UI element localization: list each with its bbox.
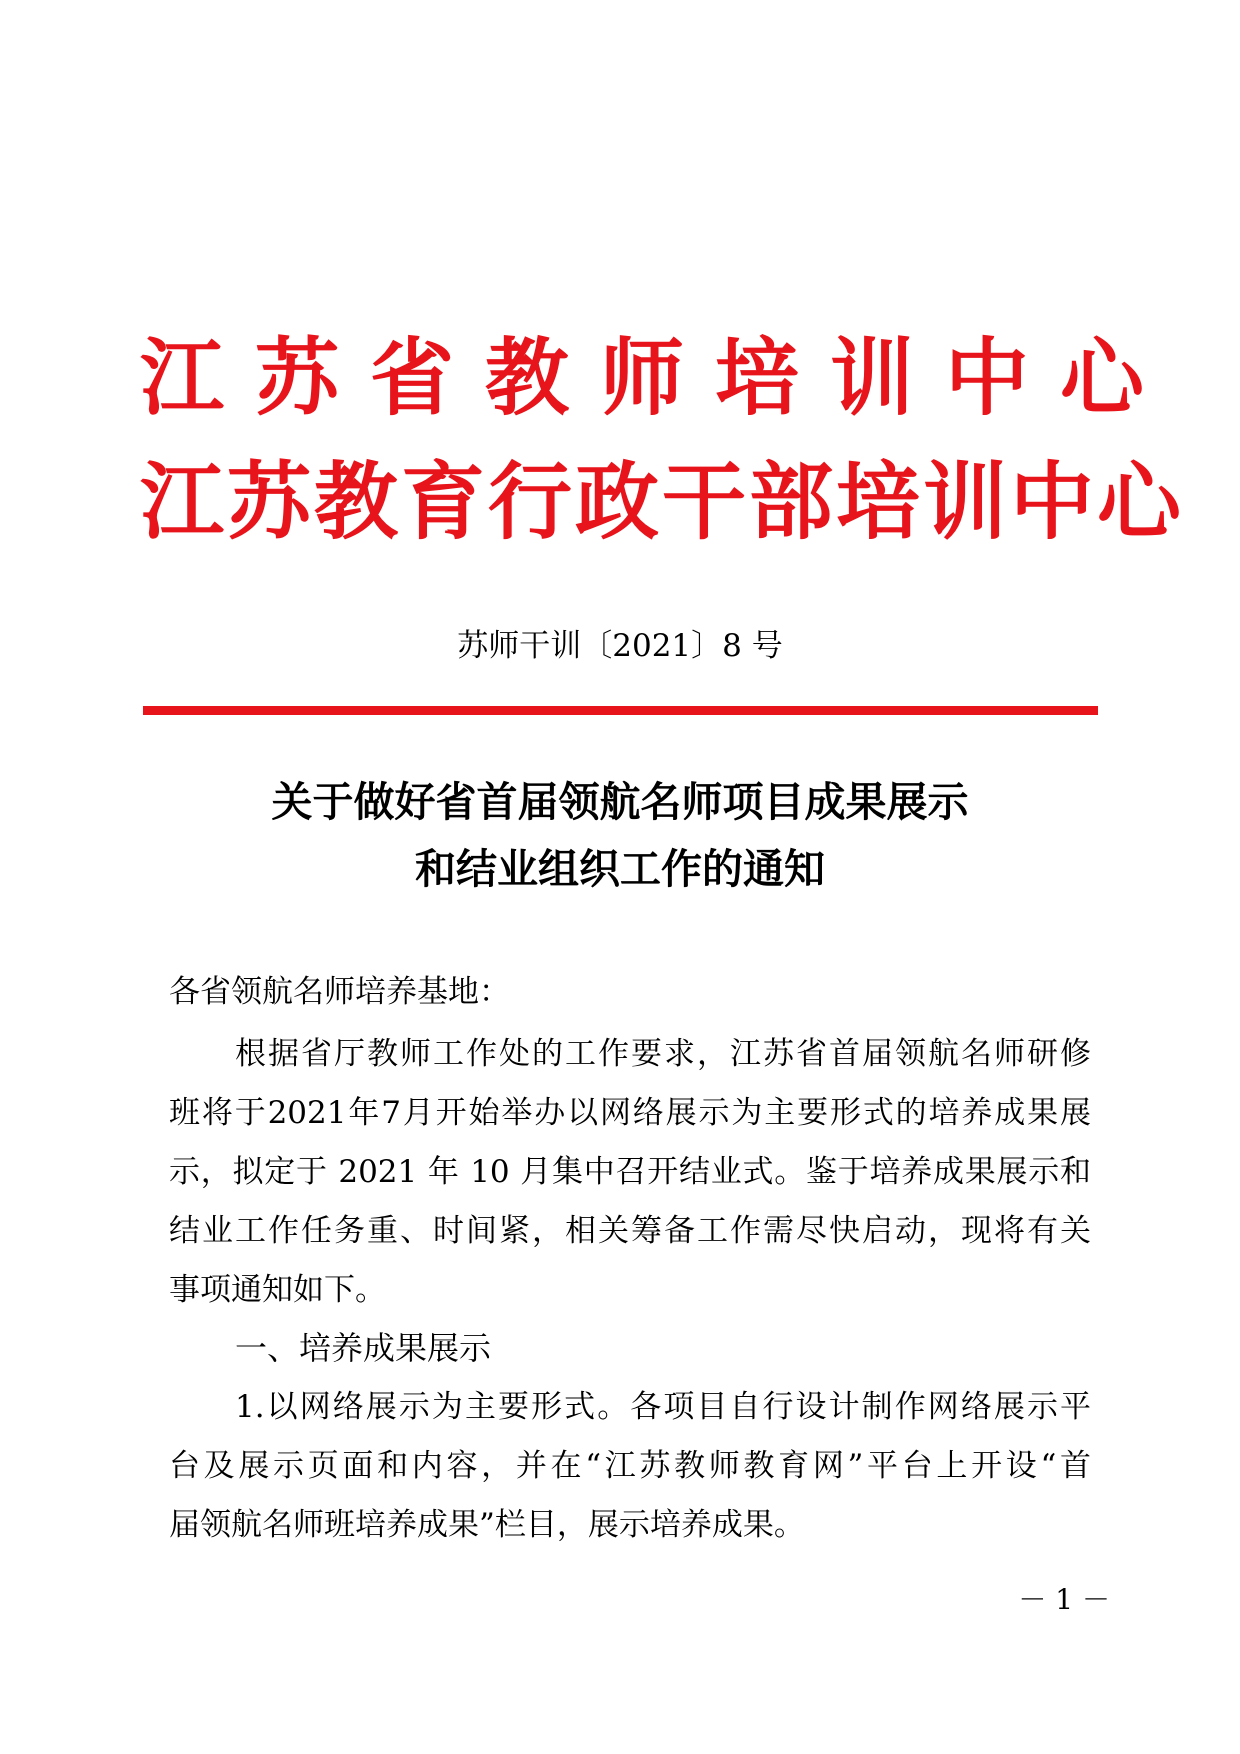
- paragraph-1-line: 结业工作任务重、时间紧，相关筹备工作需尽快启动，现将有关: [169, 1213, 1091, 1249]
- paragraph-1-line: 班将于2021年7月开始举办以网络展示为主要形式的培养成果展: [169, 1095, 1091, 1131]
- paragraph-1-line: 事项通知如下。: [169, 1272, 386, 1308]
- salutation: 各省领航名师培养基地：: [169, 974, 510, 1010]
- document-title-line-2: 和结业组织工作的通知: [415, 845, 825, 893]
- paragraph-1-line: 根据省厅教师工作处的工作要求，江苏省首届领航名师研修: [235, 1036, 1091, 1072]
- paragraph-1-line: 示，拟定于 2021 年 10 月集中召开结业式。鉴于培养成果展示和: [169, 1154, 1091, 1190]
- section-1-heading: 一、培养成果展示: [235, 1329, 492, 1367]
- page-number: － 1 －: [1018, 1583, 1110, 1616]
- issuer-name-line-2: 江苏教育行政干部培训中心: [140, 453, 1185, 551]
- item-1-line: 届领航名师班培养成果”栏目，展示培养成果。: [169, 1507, 805, 1543]
- issuer-name-line-1: 江苏省教师培训中心: [140, 329, 1176, 427]
- document-title-line-1: 关于做好省首届领航名师项目成果展示: [271, 778, 969, 826]
- item-1-line: 1.以网络展示为主要形式。各项目自行设计制作网络展示平: [235, 1389, 1091, 1425]
- item-1-line: 台及展示页面和内容，并在“江苏教师教育网”平台上开设“首: [169, 1448, 1091, 1484]
- document-number: 苏师干训〔2021〕8 号: [457, 628, 783, 664]
- red-divider-rule: [143, 706, 1098, 715]
